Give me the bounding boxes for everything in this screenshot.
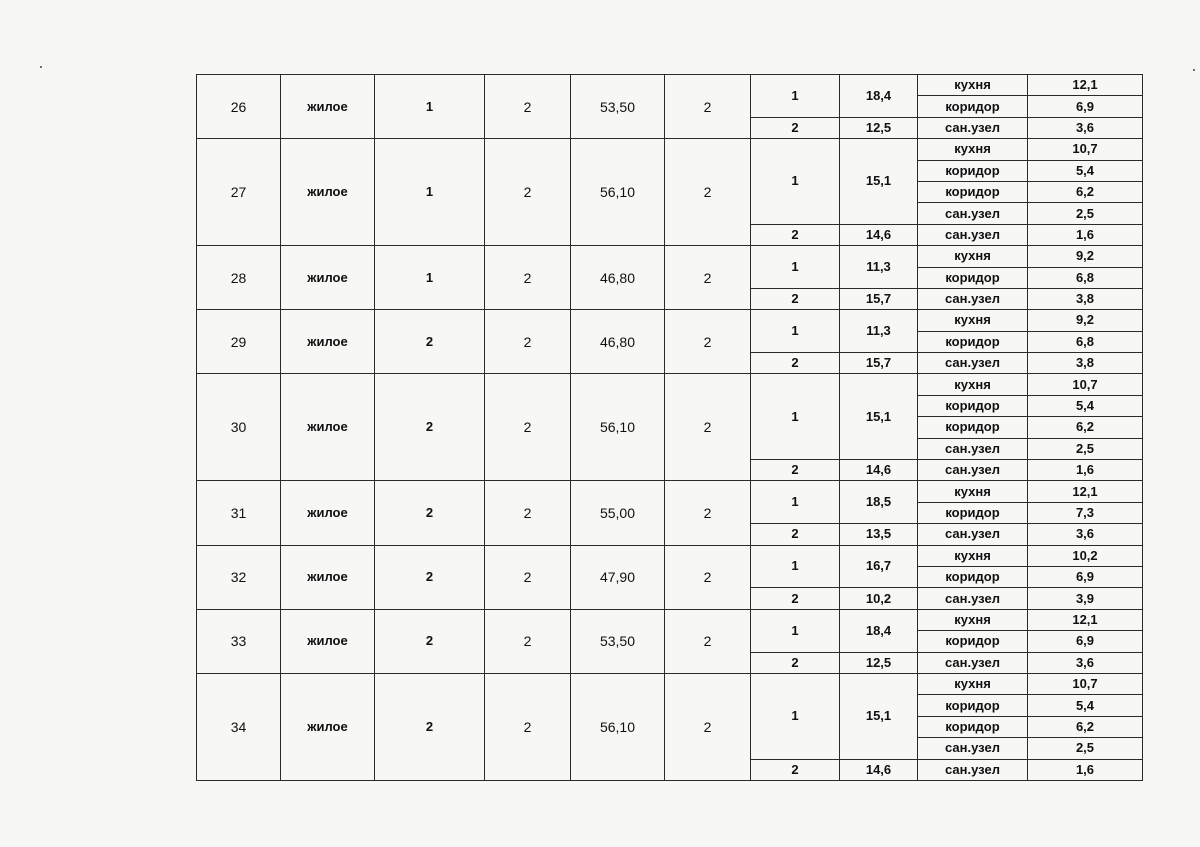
room-number-cell: 1: [751, 545, 840, 588]
column-six-cell: 2: [665, 481, 751, 545]
auxiliary-room-area-cell: 2,5: [1028, 738, 1143, 759]
rooms-count-cell: 2: [485, 246, 571, 310]
floor-cell: 1: [375, 75, 485, 139]
room-number-cell: 1: [751, 374, 840, 460]
auxiliary-room-name-cell: сан.узел: [918, 288, 1028, 309]
total-area-cell: 56,10: [571, 139, 665, 246]
auxiliary-room-name-cell: кухня: [918, 139, 1028, 160]
auxiliary-room-name-cell: кухня: [918, 310, 1028, 331]
auxiliary-room-name-cell: сан.узел: [918, 460, 1028, 481]
table-row: [197, 75, 1143, 96]
auxiliary-room-name-cell: кухня: [918, 673, 1028, 694]
room-number-cell: 2: [751, 117, 840, 138]
column-six-cell: 2: [665, 310, 751, 374]
auxiliary-room-area-cell: 10,7: [1028, 374, 1143, 395]
room-number-cell: 1: [751, 609, 840, 652]
auxiliary-room-name-cell: коридор: [918, 395, 1028, 416]
living-area-cell: 18,4: [840, 75, 918, 118]
apartment-number-cell: 29: [197, 310, 281, 374]
auxiliary-room-area-cell: 6,9: [1028, 631, 1143, 652]
auxiliary-room-area-cell: 12,1: [1028, 75, 1143, 96]
column-six-cell: 2: [665, 374, 751, 481]
auxiliary-room-area-cell: 6,8: [1028, 267, 1143, 288]
total-area-cell: 47,90: [571, 545, 665, 609]
auxiliary-room-area-cell: 6,2: [1028, 417, 1143, 438]
rooms-count-cell: 2: [485, 139, 571, 246]
room-number-cell: 1: [751, 75, 840, 118]
auxiliary-room-name-cell: кухня: [918, 609, 1028, 630]
auxiliary-room-area-cell: 12,1: [1028, 481, 1143, 502]
table-row: [197, 310, 1143, 331]
floor-cell: 2: [375, 673, 485, 780]
column-six-cell: 2: [665, 75, 751, 139]
auxiliary-room-name-cell: сан.узел: [918, 759, 1028, 780]
auxiliary-room-area-cell: 3,6: [1028, 117, 1143, 138]
floor-cell: 2: [375, 374, 485, 481]
living-area-cell: 16,7: [840, 545, 918, 588]
column-six-cell: 2: [665, 609, 751, 673]
column-six-cell: 2: [665, 545, 751, 609]
total-area-cell: 53,50: [571, 609, 665, 673]
premises-type-cell: жилое: [281, 545, 375, 609]
auxiliary-room-area-cell: 5,4: [1028, 695, 1143, 716]
apartment-number-cell: 26: [197, 75, 281, 139]
column-six-cell: 2: [665, 139, 751, 246]
floor-cell: 1: [375, 139, 485, 246]
living-area-cell: 15,7: [840, 353, 918, 374]
auxiliary-room-area-cell: 1,6: [1028, 460, 1143, 481]
total-area-cell: 55,00: [571, 481, 665, 545]
apartment-number-cell: 34: [197, 673, 281, 780]
column-six-cell: 2: [665, 673, 751, 780]
auxiliary-room-area-cell: 6,2: [1028, 181, 1143, 202]
auxiliary-room-name-cell: сан.узел: [918, 117, 1028, 138]
room-number-cell: 2: [751, 224, 840, 245]
living-area-cell: 15,1: [840, 374, 918, 460]
auxiliary-room-area-cell: 1,6: [1028, 759, 1143, 780]
apartment-number-cell: 28: [197, 246, 281, 310]
auxiliary-room-name-cell: кухня: [918, 481, 1028, 502]
auxiliary-room-area-cell: 5,4: [1028, 395, 1143, 416]
room-number-cell: 2: [751, 759, 840, 780]
rooms-count-cell: 2: [485, 75, 571, 139]
auxiliary-room-area-cell: 10,7: [1028, 673, 1143, 694]
living-area-cell: 15,7: [840, 288, 918, 309]
table-row: [197, 374, 1143, 395]
rooms-count-cell: 2: [485, 481, 571, 545]
auxiliary-room-area-cell: 3,6: [1028, 652, 1143, 673]
apartment-number-cell: 32: [197, 545, 281, 609]
premises-type-cell: жилое: [281, 481, 375, 545]
auxiliary-room-name-cell: коридор: [918, 695, 1028, 716]
living-area-cell: 14,6: [840, 224, 918, 245]
premises-type-cell: жилое: [281, 310, 375, 374]
room-number-cell: 2: [751, 652, 840, 673]
apartment-number-cell: 30: [197, 374, 281, 481]
table-row: [197, 673, 1143, 694]
table-row: [197, 609, 1143, 630]
floor-cell: 1: [375, 246, 485, 310]
room-number-cell: 2: [751, 588, 840, 609]
auxiliary-room-name-cell: сан.узел: [918, 588, 1028, 609]
auxiliary-room-area-cell: 3,8: [1028, 288, 1143, 309]
rooms-count-cell: 2: [485, 673, 571, 780]
room-number-cell: 2: [751, 524, 840, 545]
auxiliary-room-name-cell: кухня: [918, 545, 1028, 566]
auxiliary-room-name-cell: сан.узел: [918, 203, 1028, 224]
auxiliary-room-area-cell: 6,9: [1028, 96, 1143, 117]
living-area-cell: 14,6: [840, 759, 918, 780]
auxiliary-room-name-cell: сан.узел: [918, 438, 1028, 459]
auxiliary-room-area-cell: 3,9: [1028, 588, 1143, 609]
auxiliary-room-name-cell: коридор: [918, 502, 1028, 523]
premises-type-cell: жилое: [281, 673, 375, 780]
table-row: [197, 545, 1143, 566]
premises-type-cell: жилое: [281, 374, 375, 481]
auxiliary-room-name-cell: коридор: [918, 331, 1028, 352]
auxiliary-room-name-cell: кухня: [918, 246, 1028, 267]
premises-type-cell: жилое: [281, 75, 375, 139]
living-area-cell: 12,5: [840, 117, 918, 138]
living-area-cell: 10,2: [840, 588, 918, 609]
auxiliary-room-area-cell: 6,2: [1028, 716, 1143, 737]
floor-cell: 2: [375, 481, 485, 545]
room-number-cell: 1: [751, 673, 840, 759]
table-row: [197, 139, 1143, 160]
auxiliary-room-name-cell: сан.узел: [918, 224, 1028, 245]
room-number-cell: 1: [751, 246, 840, 289]
room-number-cell: 1: [751, 310, 840, 353]
auxiliary-room-name-cell: сан.узел: [918, 652, 1028, 673]
auxiliary-room-name-cell: коридор: [918, 160, 1028, 181]
premises-type-cell: жилое: [281, 246, 375, 310]
auxiliary-room-area-cell: 9,2: [1028, 310, 1143, 331]
auxiliary-room-area-cell: 5,4: [1028, 160, 1143, 181]
table-row: [197, 246, 1143, 267]
column-six-cell: 2: [665, 246, 751, 310]
auxiliary-room-area-cell: 3,6: [1028, 524, 1143, 545]
rooms-count-cell: 2: [485, 545, 571, 609]
living-area-cell: 18,4: [840, 609, 918, 652]
auxiliary-room-area-cell: 9,2: [1028, 246, 1143, 267]
living-area-cell: 11,3: [840, 310, 918, 353]
auxiliary-room-area-cell: 10,7: [1028, 139, 1143, 160]
apartments-table: [196, 74, 1143, 781]
auxiliary-room-name-cell: коридор: [918, 96, 1028, 117]
auxiliary-room-name-cell: кухня: [918, 75, 1028, 96]
apartment-number-cell: 27: [197, 139, 281, 246]
living-area-cell: 14,6: [840, 460, 918, 481]
apartment-number-cell: 33: [197, 609, 281, 673]
auxiliary-room-name-cell: сан.узел: [918, 353, 1028, 374]
floor-cell: 2: [375, 609, 485, 673]
auxiliary-room-area-cell: 1,6: [1028, 224, 1143, 245]
total-area-cell: 46,80: [571, 310, 665, 374]
auxiliary-room-name-cell: коридор: [918, 631, 1028, 652]
rooms-count-cell: 2: [485, 609, 571, 673]
auxiliary-room-name-cell: коридор: [918, 181, 1028, 202]
auxiliary-room-area-cell: 7,3: [1028, 502, 1143, 523]
living-area-cell: 15,1: [840, 673, 918, 759]
room-number-cell: 2: [751, 460, 840, 481]
room-number-cell: 1: [751, 481, 840, 524]
auxiliary-room-name-cell: кухня: [918, 374, 1028, 395]
floor-cell: 2: [375, 310, 485, 374]
auxiliary-room-name-cell: сан.узел: [918, 524, 1028, 545]
auxiliary-room-area-cell: 2,5: [1028, 203, 1143, 224]
scan-speck: [40, 66, 42, 68]
premises-type-cell: жилое: [281, 609, 375, 673]
floor-cell: 2: [375, 545, 485, 609]
room-number-cell: 1: [751, 139, 840, 225]
table-row: [197, 481, 1143, 502]
auxiliary-room-name-cell: коридор: [918, 566, 1028, 587]
auxiliary-room-area-cell: 2,5: [1028, 438, 1143, 459]
living-area-cell: 15,1: [840, 139, 918, 225]
rooms-count-cell: 2: [485, 310, 571, 374]
total-area-cell: 56,10: [571, 374, 665, 481]
total-area-cell: 56,10: [571, 673, 665, 780]
auxiliary-room-name-cell: коридор: [918, 417, 1028, 438]
living-area-cell: 11,3: [840, 246, 918, 289]
auxiliary-room-name-cell: коридор: [918, 716, 1028, 737]
auxiliary-room-area-cell: 12,1: [1028, 609, 1143, 630]
auxiliary-room-area-cell: 3,8: [1028, 353, 1143, 374]
auxiliary-room-name-cell: сан.узел: [918, 738, 1028, 759]
apartment-number-cell: 31: [197, 481, 281, 545]
total-area-cell: 46,80: [571, 246, 665, 310]
auxiliary-room-area-cell: 6,8: [1028, 331, 1143, 352]
premises-type-cell: жилое: [281, 139, 375, 246]
living-area-cell: 18,5: [840, 481, 918, 524]
room-number-cell: 2: [751, 288, 840, 309]
rooms-count-cell: 2: [485, 374, 571, 481]
living-area-cell: 12,5: [840, 652, 918, 673]
living-area-cell: 13,5: [840, 524, 918, 545]
auxiliary-room-area-cell: 6,9: [1028, 566, 1143, 587]
room-number-cell: 2: [751, 353, 840, 374]
total-area-cell: 53,50: [571, 75, 665, 139]
scan-speck: [1193, 69, 1195, 71]
auxiliary-room-name-cell: коридор: [918, 267, 1028, 288]
auxiliary-room-area-cell: 10,2: [1028, 545, 1143, 566]
